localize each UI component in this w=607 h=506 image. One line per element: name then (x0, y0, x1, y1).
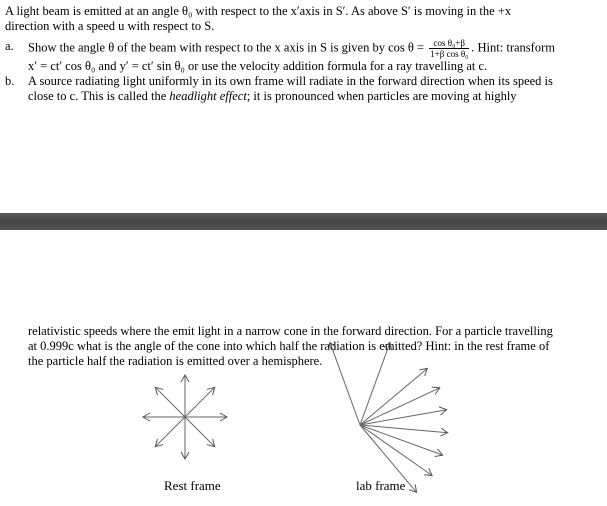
rest-frame-arrow-3 (155, 387, 185, 417)
part-b-line-2-end: ; it is pronounced when particles are moving at highly (246, 89, 517, 103)
part-b-line-2 (28, 88, 517, 104)
part-a-line-1 (28, 38, 555, 59)
lab-frame-arrow-3 (360, 425, 448, 433)
rest-frame-arrow-1 (185, 387, 215, 417)
headlight-effect-term: headlight effect (169, 89, 247, 103)
rest-frame-arrow-7 (185, 417, 215, 447)
part-a-text-end: . Hint: transform (471, 40, 555, 55)
fraction-denominator: 1+β cos θ₀ (430, 49, 469, 59)
cos-theta-fraction (429, 38, 469, 59)
lab-frame-arrow-8 (330, 342, 360, 425)
continued-line-1: relativistic speeds where the emit light in a narrow cone in the forward direction. For a particle travelling (28, 324, 553, 338)
continued-line-2: at 0.999c what is the angle of the cone into which half the radiation is emitted? Hint: in the rest frame of (28, 339, 550, 353)
part-a-marker: a. (5, 39, 14, 53)
lab-frame-diagram (340, 370, 450, 480)
part-b-line-2-start: close to c. This is called the (28, 89, 170, 103)
fraction-numerator: cos θ₀+β (429, 38, 469, 49)
part-b-line-1: A source radiating light uniformly in its own frame will radiate in the forward direction when its speed is (28, 74, 553, 88)
intro-line-2: direction with a speed u with respect to S. (5, 19, 215, 33)
part-a-text-start: Show the angle θ of the beam with respect to the x axis in S is given by cos θ = (28, 40, 428, 55)
intro-line-1: A light beam is emitted at an angle θ₀ with respect to the x′axis in S′. As above S′ is moving in the +x (5, 4, 512, 18)
continued-line-3: the particle half the radiation is emitted over a hemisphere. (28, 354, 323, 368)
lab-frame-arrow-2 (360, 410, 447, 425)
rest-frame-caption: Rest frame (164, 478, 221, 493)
rest-frame-arrow-5 (155, 417, 185, 447)
lab-frame-caption: lab frame (356, 478, 406, 493)
part-a-line-2: x′ = ct′ cos θ₀ and y′ = ct′ sin θ₀ or use the velocity addition formula for a ray travelling at c. (28, 59, 488, 73)
part-b-marker: b. (5, 74, 15, 88)
rest-frame-diagram (130, 370, 240, 480)
page-break-divider (0, 213, 607, 230)
